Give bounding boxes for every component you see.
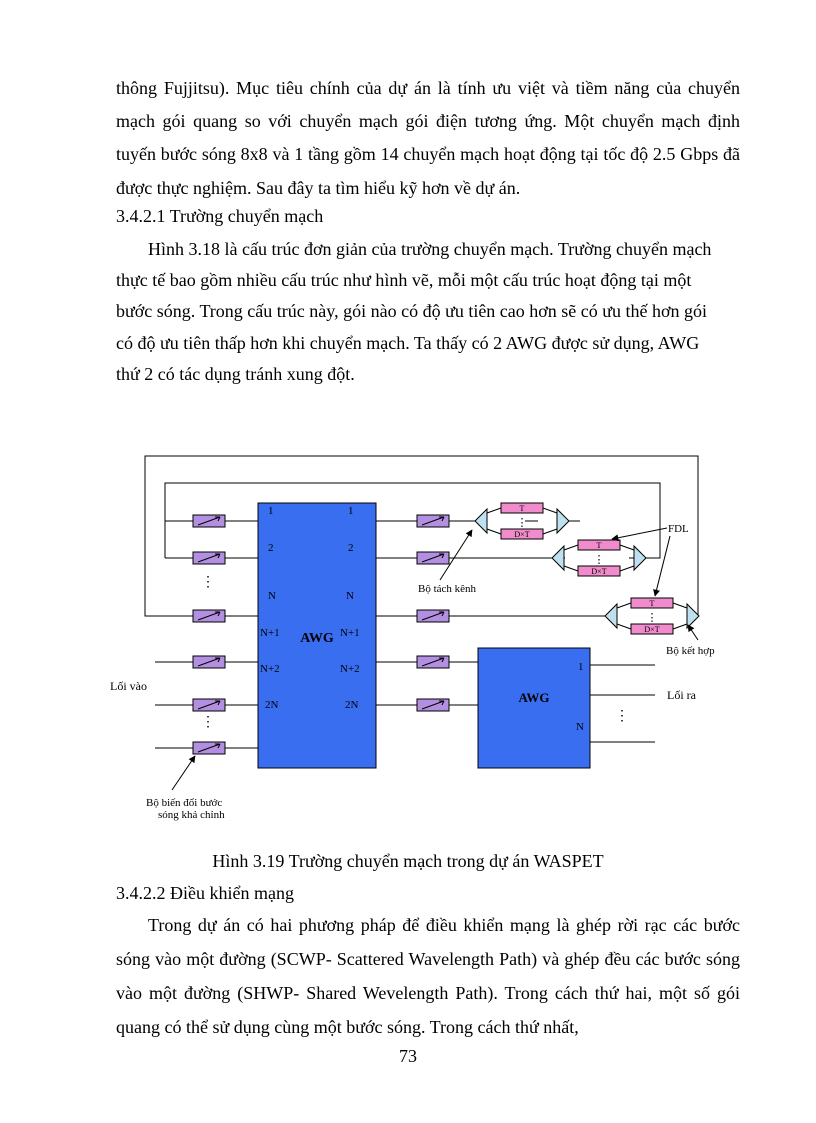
fdl-bank [605,598,699,634]
fdl-vdots: ⋮ [516,517,528,529]
section-heading-network-control: 3.4.2.2 Điều khiển mạng [116,883,294,903]
awg1-port-right-n2: N+2 [340,663,360,675]
awg-primary-label: AWG [300,631,334,646]
arrow-converter [172,756,195,790]
wavelength-converter [417,610,449,622]
awg1-port-left-n2: N+2 [260,663,280,675]
arrow-fdl-2 [655,536,670,596]
label-combiner: Bộ kết hợp [666,645,715,657]
awg1-port-right-n: N [346,590,354,602]
awg2-port-n: N [576,721,584,733]
fdl-delay-t-label: T [596,541,602,550]
figure-caption: Hình 3.19 Trường chuyển mạch trong dự án WASPET [212,851,604,871]
waspet-switch-diagram [100,440,740,830]
awg-secondary [478,648,590,768]
wavelength-converter [417,552,449,564]
awg1-port-left-1: 1 [268,505,274,517]
fdl-groups [475,503,699,634]
awg1-port-right-n1: N+1 [340,627,360,639]
awg2-port-1: 1 [578,661,584,673]
paragraph-intro: thông Fujjitsu). Mục tiêu chính của dự án là tính ưu việt và tiềm năng của chuyển mạch gói quang so với chuyển mạch gói điện tương ứng. Một chuyển mạch định tuyến bước sóng 8x8 và 1 tầng gồm 14 chuyển mạch hoạt động tại tốc độ 2.5 Gbps đã được thực nghiệm. Sau đây ta tìm hiểu kỹ hơn về dự án. [116,78,740,198]
label-converter-line2: sóng khả chỉnh [158,809,225,821]
wavelength-converter [417,656,449,668]
fdl-delay-dt-label: D×T [644,625,660,634]
paragraph-switching-field: Hình 3.18 là cấu trúc đơn giản của trường chuyển mạch. Trường chuyển mạch thực tế bao gồm nhiều cấu trúc như hình vẽ, mỗi một cấu trúc hoạt động tại một bước sóng. Trong cấu trúc này, gói nào có độ ưu tiên cao hơn sẽ có ưu thế hơn gói có độ ưu tiên thấp hơn khi chuyển mạch. Ta thấy có 2 AWG được sử dụng, AWG thứ 2 có tác dụng tránh xung đột. [116,239,712,384]
label-demux: Bộ tách kênh [418,583,477,595]
fdl-delay-t-label: T [519,504,525,513]
fdl-bank [475,503,569,539]
page-number: 73 [399,1046,417,1066]
wavelength-converter [193,552,225,564]
fdl-delay-dt-label: D×T [591,567,607,576]
output-vdots: ⋮ [615,709,629,724]
fdl-vdots: ⋮ [593,554,605,566]
wavelength-converter [193,610,225,622]
awg1-port-right-2: 2 [348,542,354,554]
awg1-port-right-1: 1 [348,505,354,517]
label-fdl: FDL [668,523,689,535]
wavelength-converter [193,515,225,527]
fdl-delay-dt-label: D×T [514,530,530,539]
converter-vdots-bottom: ⋮ [201,715,215,730]
converter-vdots-top: ⋮ [201,575,215,590]
awg1-port-left-n1: N+1 [260,627,280,639]
wavelength-converter [193,742,225,754]
arrow-fdl-1 [612,528,667,539]
fdl-vdots: ⋮ [646,612,658,624]
wavelength-converter [193,656,225,668]
wavelength-converter [417,515,449,527]
awg1-port-left-2: 2 [268,542,274,554]
label-input: Lối vào [110,679,147,693]
label-converter-line1: Bộ biến đổi bước [146,797,223,809]
paragraph-network-control: Trong dự án có hai phương pháp để điều khiển mạng là ghép rời rạc các bước sóng vào một đường (SCWP- Scattered Wavelength Path) và ghép đều các bước sóng vào một đường (SHWP- Shared Wevelength Path). Trong cách thứ hai, một số gói quang có thể sử dụng cùng một bước sóng. Trong cách thứ nhất, [116,915,740,1037]
awg-secondary-label: AWG [518,690,550,705]
fdl-delay-t-label: T [649,599,655,608]
section-heading-switching-field: 3.4.2.1 Trường chuyển mạch [116,206,324,226]
arrow-combiner [688,625,698,640]
wavelength-converter [417,699,449,711]
awg1-port-left-2n: 2N [265,699,279,711]
awg1-port-right-2n: 2N [345,699,359,711]
label-output: Lối ra [667,688,696,702]
wavelength-converter [193,699,225,711]
awg1-port-left-n: N [268,590,276,602]
